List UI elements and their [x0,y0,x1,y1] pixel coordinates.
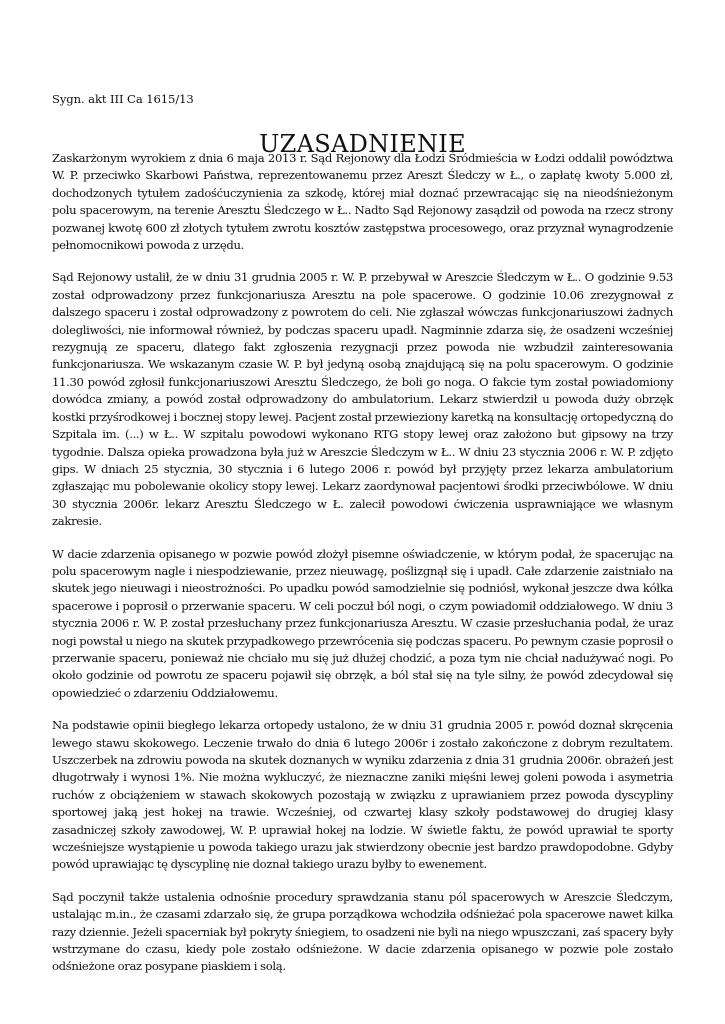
document-body [52,150,673,991]
document-title: UZASADNIENIE [259,130,466,159]
paragraph-4: Na podstawie opinii biegłego lekarza ortopedy ustalono, że w dniu 31 grudnia 2005 r. powód doznał skręcenia lewego stawu skokowego. Leczenie trwało do dnia 6 lutego 2006r i zostało zakończone z dobrym rezultatem. Uszczerbek na zdrowiu powoda na skutek doznanych w wyniku zdarzenia z dnia 31 grudnia 2006r. obrażeń jest długotrwały i wynosi 1%. Nie można wykluczyć, że nieznaczne zaniki mięśni lewej goleni powoda i asymetria ruchów z obciążeniem w stawach skokowych pozostają w związku z uprawianiem przez powoda dyscypliny sportowej jaką jest hokej na trawie. Wcześniej, od czwartej klasy szkoły podstawowej do drugiej klasy zasadniczej szkoły zawodowej, W. P. uprawiał hokej na lodzie. W świetle faktu, że powód uprawiał te sporty wcześniejsze wystąpienie u powoda takiego urazu jak stwierdzony obecnie jest bardzo prawdopodobne. Gdyby powód uprawiając tę dyscyplinę nie doznał takiego urazu byłby to ewenement. [52,718,673,872]
case-signature: Sygn. akt III Ca 1615/13 [52,92,194,106]
paragraph-3: W dacie zdarzenia opisanego w pozwie powód złożył pisemne oświadczenie, w którym podał, że spacerując na polu spacerowym nagle i niespodziewanie, przez nieuwagę, poślizgnął się i upadł. Całe zdarzenie zaistniało na skutek jego nieuwagi i nieostrożności. Po upadku powód samodzielnie się podniósł, wykonał jeszcze dwa kółka spacerowe i poprosił o przerwanie spaceru. W celi poczuł ból nogi, o czym powiadomił oddziałowego. W dniu 3 stycznia 2006 r. W. P. został przesłuchany przez funkcjonariusza Aresztu. W czasie przesłuchania podał, że uraz nogi powstał u niego na skutek przypadkowego przewrócenia się podczas spaceru. Po pewnym czasie poprosił o przerwanie spaceru, ponieważ nie chciało mu się już dłużej chodzić, a poza tym nie chciał nadużywać nogi. Po około godzinie od powrotu ze spaceru pojawił się obrzęk, a ból stał się na tyle silny, że powód zdecydował się opowiedzieć o zdarzeniu Oddziałowemu. [52,546,673,700]
paragraph-5: Sąd poczynił także ustalenia odnośnie procedury sprawdzania stanu pól spacerowych w Areszcie Śledczym, ustalając m.in., że czasami zdarzało się, że grupa porządkowa wchodziła odśnieżać pola spacerowe nawet kilka razy dziennie. Jeżeli spacerniak był pokryty śniegiem, to osadzeni nie byli na niego wpuszczani, zaś spacery były wstrzymane do czasu, kiedy pole zostało odśnieżone. W dacie zdarzenia opisanego w pozwie pole zostało odśnieżone oraz posypane piaskiem i solą. [52,889,673,974]
paragraph-2: Sąd Rejonowy ustalił, że w dniu 31 grudnia 2005 r. W. P. przebywał w Areszcie Śledczym w Ł.. O godzinie 9.53 został odprowadzony przez funkcjonariusza Aresztu na pole spacerowe. O godzinie 10.06 zrezygnował z dalszego spaceru i został odprowadzony z powrotem do celi. Nie zgłaszał wówczas funkcjonariuszowi żadnych dolegliwości, nie informował również, by podczas spaceru upadł. Nagminnie zdarza się, że osadzeni wcześniej rezygnują ze spaceru, dlatego fakt zgłoszenia rezygnacji przez powoda nie wzbudził zainteresowania funkcjonariusza. We wskazanym czasie W. P. był jedyną osobą znajdującą się na polu spacerowym. O godzinie 11.30 powód zgłosił funkcjonariuszowi Aresztu Śledczego, że boli go noga. O fakcie tym został powiadomiony dowódca zmiany, a powód został odprowadzony do ambulatorium. Lekarz stwierdził u powoda duży obrzęk kostki przyśrodkowej i bocznej stopy lewej. Pacjent został przewieziony karetką na konsultację ortopedyczną do Szpitala im. (...) w Ł.. W szpitalu powodowi wykonano RTG stopy lewej oraz założono but gipsowy na trzy tygodnie. Dalsza opieka prowadzona była już w Areszcie Śledczym w Ł.. W dniu 23 stycznia 2006 r. W. P. zdjęto gips. W dniach 25 stycznia, 30 stycznia i 6 lutego 2006 r. powód był przyjęty przez lekarza ambulatorium zgłaszając mu pobolewanie okolicy stopy lewej. Lekarz zaordynował pacjentowi środki przeciwbólowe. W dniu 30 stycznia 2006r. lekarz Aresztu Śledczego w Ł. zalecił powodowi ćwiczenia usprawniające we własnym zakresie. [52,270,673,529]
paragraph-1: Zaskarżonym wyrokiem z dnia 6 maja 2013 r. Sąd Rejonowy dla Łodzi Śródmieścia w Łodzi oddalił powództwa W. P. przeciwko Skarbowi Państwa, reprezentowanemu przez Areszt Śledczy w Ł., o zapłatę kwoty 5.000 zł, dochodzonych tytułem zadośćuczynienia za szkodę, której miał doznać przewracając się na nieodśnieżonym polu spacerowym, na terenie Aresztu Śledczego w Ł.. Nadto Sąd Rejonowy zasądził od powoda na rzecz strony pozwanej kwotę 600 zł złotych tytułem zwrotu kosztów zastępstwa procesowego, oraz przyznał wynagrodzenie pełnomocnikowi powoda z urzędu. [52,151,673,253]
